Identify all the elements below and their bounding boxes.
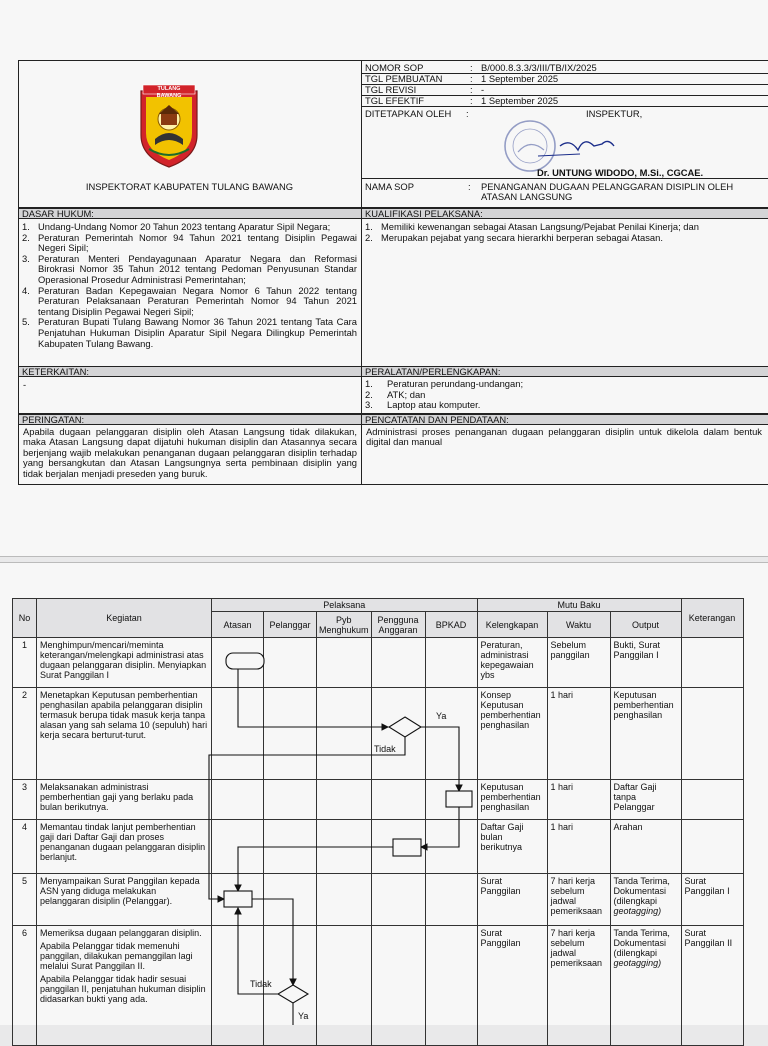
col-pelaksana: Pelaksana	[212, 599, 478, 612]
list-item: 2. ATK; dan	[362, 390, 768, 401]
row-value: -	[481, 84, 485, 95]
label-tidak: Tidak	[374, 744, 396, 754]
keterkaitan-value: -	[23, 379, 27, 390]
row-keterangan: Surat Panggilan II	[681, 926, 743, 1046]
row-kegiatan: Menghimpun/mencari/meminta keterangan/melengkapi administrasi atas dugaan pelanggaran disiplin. Menyiapkan Surat Panggilan I	[37, 638, 212, 688]
flowchart-diagram	[0, 563, 768, 1025]
row-output: Keputusan pemberhentian penghasilan	[610, 688, 681, 780]
logo-text: TULANG BAWANG	[156, 86, 182, 99]
row-output: Bukti, Surat Panggilan I	[610, 638, 681, 688]
dasar-hukum-title: DASAR HUKUM:	[18, 208, 362, 219]
list-item: 1. Peraturan perundang-undangan;	[362, 379, 768, 390]
colon: :	[470, 73, 473, 84]
pencatatan-box	[361, 424, 768, 485]
process-box	[446, 791, 472, 807]
list-item: 5. Peraturan Bupati Tulang Bawang Nomor 36 Tahun 2021 tentang Tata Cara Penjatuhan Hukuman Disiplin Aparatur Sipil Negara Dilingkup Pemerintah Kabupaten Tulang Bawang.	[19, 317, 361, 349]
list-item-text: Peraturan Pemerintah Nomor 94 Tahun 2021 tentang Disiplin Pegawai Negeri Sipil;	[38, 231, 357, 254]
list-item: 3. Laptop atau komputer.	[362, 400, 768, 411]
kegiatan-p2: Apabila Pelanggar tidak memenuhi panggilan, dilakukan pemanggilan lagi melalui Surat Panggilan II.	[40, 941, 193, 971]
row-kelengkapan: Peraturan, administrasi kepegawaian ybs	[477, 638, 547, 688]
peralatan-box	[361, 376, 768, 414]
list-item: 1. Memiliki kewenangan sebagai Atasan Langsung/Pejabat Penilai Kinerja; dan	[362, 222, 768, 233]
row-kelengkapan: Keputusan pemberhentian penghasilan	[477, 780, 547, 820]
row-kegiatan: Melaksanakan administrasi pemberhentian gaji yang berlaku pada bulan berikutnya.	[37, 780, 212, 820]
row-no: 5	[13, 874, 37, 926]
row-kelengkapan: Surat Panggilan	[477, 874, 547, 926]
start-terminator	[226, 653, 264, 669]
row-output: Daftar Gaji tanpa Pelanggar	[610, 780, 681, 820]
list-item-text: Undang-Undang Nomor 20 Tahun 2023 tentang Aparatur Sipil Negara;	[38, 221, 331, 232]
keterkaitan-box	[18, 376, 362, 414]
flow-arrow	[421, 807, 459, 847]
output-text: Tanda Terima, Dokumentasi (dilengkapi	[613, 928, 670, 958]
row-no: 4	[13, 820, 37, 874]
output-italic: geotagging)	[613, 958, 662, 968]
colon: :	[470, 84, 473, 95]
flow-arrow	[238, 669, 388, 727]
process-box	[393, 839, 421, 856]
row-keterangan: Surat Panggilan I	[681, 874, 743, 926]
colon: :	[470, 95, 473, 106]
flow-arrow	[252, 899, 293, 985]
row-output: Arahan	[610, 820, 681, 874]
row-no: 2	[13, 688, 37, 780]
row-kegiatan: Memantau tindak lanjut pemberhentian gaji dari Daftar Gaji dan proses penanganan dugaan pelanggaran disiplin berlanjut.	[37, 820, 212, 874]
pencatatan-text: Administrasi proses penanganan dugaan pelanggaran disiplin untuk dikelola dalam bentuk digital dan manual	[366, 426, 762, 448]
flow-arrow-ya	[421, 727, 459, 791]
kegiatan-p1: Memeriksa dugaan pelanggaran disiplin.	[40, 928, 202, 938]
col-waktu: Waktu	[547, 612, 610, 638]
peringatan-box	[18, 424, 362, 485]
nama-sop-divider	[361, 178, 768, 179]
colon: :	[466, 108, 469, 119]
row-value: 1 September 2025	[481, 73, 559, 84]
row-waktu: 7 hari kerja sebelum jadwal pemeriksaan	[547, 926, 610, 1046]
peringatan-title: PERINGATAN:	[18, 414, 362, 425]
list-item-text: ATK; dan	[387, 388, 426, 400]
output-text: Tanda Terima, Dokumentasi (dilengkapi	[613, 876, 670, 906]
row-waktu: Sebelum panggilan	[547, 638, 610, 688]
row-value: B/000.8.3.3/3/III/TB/IX/2025	[481, 62, 597, 73]
row-label: TGL EFEKTIF	[365, 95, 425, 106]
list-item-text: Peraturan Menteri Pendayagunaan Aparatur Negara dan Reformasi Birokrasi Nomor 35 Tahun 2012 tentang Pedoman Penyusunan Standar Operasional Prosedur Administrasi Pemerintahan;	[38, 252, 357, 285]
row-kelengkapan: Surat Panggilan	[477, 926, 547, 1046]
list-item-text: Merupakan pejabat yang secara hierarkhi berperan sebagai Atasan.	[381, 231, 663, 243]
list-item-text: Peraturan perundang-undangan;	[387, 378, 524, 389]
nama-sop-label: NAMA SOP	[365, 181, 414, 192]
nama-sop-value: PENANGANAN DUGAAN PELANGGARAN DISIPLIN OLEH ATASAN LANGSUNG	[481, 181, 734, 203]
row-waktu: 1 hari	[547, 820, 610, 874]
regency-logo	[137, 83, 201, 169]
row-no: 6	[13, 926, 37, 1046]
col-bpkad: BPKAD	[425, 612, 477, 638]
list-item: 4. Peraturan Badan Kepegawaian Negara Nomor 6 Tahun 2022 tentang Peraturan Pelaksanaan Peraturan Pemerintah Nomor 94 Tahun 2021 tentang Disiplin Pegawai Negeri Sipil;	[19, 286, 361, 318]
col-no: No	[13, 599, 37, 638]
list-item-text: Peraturan Bupati Tulang Bawang Nomor 36 Tahun 2021 tentang Tata Cara Penjatuhan Hukuman Disiplin Aparatur Sipil Negara Dilingkup Pemerintah Kabupaten Tulang Bawang.	[38, 316, 357, 349]
row-label: TGL PEMBUATAN	[365, 73, 443, 84]
list-item-text: Peraturan Badan Kepegawaian Negara Nomor 6 Tahun 2022 tentang Peraturan Pelaksanaan Peraturan Pemerintah Nomor 94 Tahun 2021 tentang Disiplin Pegawai Negeri Sipil;	[38, 284, 357, 317]
kegiatan-p3: Apabila Pelanggar tidak hadir sesuai panggilan II, penjatuhan hukuman disiplin didasarkan bukti yang ada.	[40, 974, 206, 1004]
col-keterangan: Keterangan	[681, 599, 743, 638]
peringatan-text: Apabila dugaan pelanggaran disiplin oleh Atasan Langsung tidak dilakukan, maka Atasan Langsung dapat dijatuhi hukuman disiplin dan Atasannya secara berjenjang wajib melakukan penanganan dugaan pelanggaran disiplin terhadap yang bersangkutan dan Atasan Langsungnya serta pembinaan disiplin yang tidak berjalan menjadi preseden yang buruk.	[23, 426, 357, 479]
row-label: TGL REVISI	[365, 84, 417, 95]
kualifikasi-box	[361, 218, 768, 367]
list-item: 3. Peraturan Menteri Pendayagunaan Aparatur Negara dan Reformasi Birokrasi Nomor 35 Tahun 2012 tentang Pedoman Penyusunan Standar Operasional Prosedur Administrasi Pemerintahan;	[19, 254, 361, 286]
list-item: 2. Peraturan Pemerintah Nomor 94 Tahun 2021 tentang Disiplin Pegawai Negeri Sipil;	[19, 233, 361, 254]
decision-diamond	[278, 985, 308, 1003]
ditetapkan-label: DITETAPKAN OLEH	[365, 108, 452, 119]
col-output: Output	[610, 612, 681, 638]
decision-diamond	[389, 717, 421, 737]
row-label: NOMOR SOP	[365, 62, 424, 73]
colon: :	[470, 62, 473, 73]
output-italic: geotagging)	[613, 906, 662, 916]
row-waktu: 7 hari kerja sebelum jadwal pemeriksaan	[547, 874, 610, 926]
row-no: 3	[13, 780, 37, 820]
col-kelengkapan: Kelengkapan	[477, 612, 547, 638]
label-tidak: Tidak	[250, 979, 272, 989]
col-kegiatan: Kegiatan	[37, 599, 212, 638]
keterkaitan-title: KETERKAITAN:	[18, 366, 362, 377]
col-pengguna-anggaran: Pengguna Anggaran	[371, 612, 425, 638]
list-item: 1. Undang-Undang Nomor 20 Tahun 2023 tentang Aparatur Sipil Negara;	[19, 222, 361, 233]
peralatan-title: PERALATAN/PERLENGKAPAN:	[361, 366, 768, 377]
list-item: 2. Merupakan pejabat yang secara hierarkhi berperan sebagai Atasan.	[362, 233, 768, 244]
ditetapkan-role: INSPEKTUR,	[586, 108, 643, 119]
sop-page-2	[0, 562, 768, 1025]
row-waktu: 1 hari	[547, 780, 610, 820]
row-kelengkapan: Daftar Gaji bulan berikutnya	[477, 820, 547, 874]
colon: :	[468, 181, 471, 192]
label-ya: Ya	[298, 1011, 309, 1021]
org-name: INSPEKTORAT KABUPATEN TULANG BAWANG	[85, 181, 294, 192]
pencatatan-title: PENCATATAN DAN PENDATAAN:	[361, 414, 768, 425]
row-kegiatan: Menetapkan Keputusan pemberhentian penghasilan apabila pelanggaran disiplin termasuk berupa tidak masuk kerja tanpa alasan yang sah selama 10 (sepuluh) hari kerja secara berturut-turut.	[37, 688, 212, 780]
row-value: 1 September 2025	[481, 95, 559, 106]
row-no: 1	[13, 638, 37, 688]
row-kelengkapan: Konsep Keputusan pemberhentian penghasilan	[477, 688, 547, 780]
process-box	[224, 891, 252, 907]
row-waktu: 1 hari	[547, 688, 610, 780]
dasar-hukum-box	[18, 218, 362, 367]
kualifikasi-title: KUALIFIKASI PELAKSANA:	[361, 208, 768, 219]
row-tgl-efektif	[361, 95, 768, 107]
col-atasan: Atasan	[212, 612, 264, 638]
col-mutu-baku: Mutu Baku	[477, 599, 681, 612]
signer-name: Dr. UNTUNG WIDODO, M.Si., CGCAE.	[537, 167, 704, 178]
col-pelanggar: Pelanggar	[264, 612, 317, 638]
label-ya: Ya	[436, 711, 447, 721]
list-item-text: Laptop atau komputer.	[387, 399, 481, 411]
list-item-text: Memiliki kewenangan sebagai Atasan Langsung/Pejabat Penilai Kinerja; dan	[381, 221, 699, 232]
row-kegiatan: Menyampaikan Surat Panggilan kepada ASN yang diduga melakukan pelanggaran disiplin (Pelanggar).	[37, 874, 212, 926]
col-pyb-menghukum: Pyb Menghukum	[317, 612, 372, 638]
flow-arrow	[238, 847, 393, 891]
